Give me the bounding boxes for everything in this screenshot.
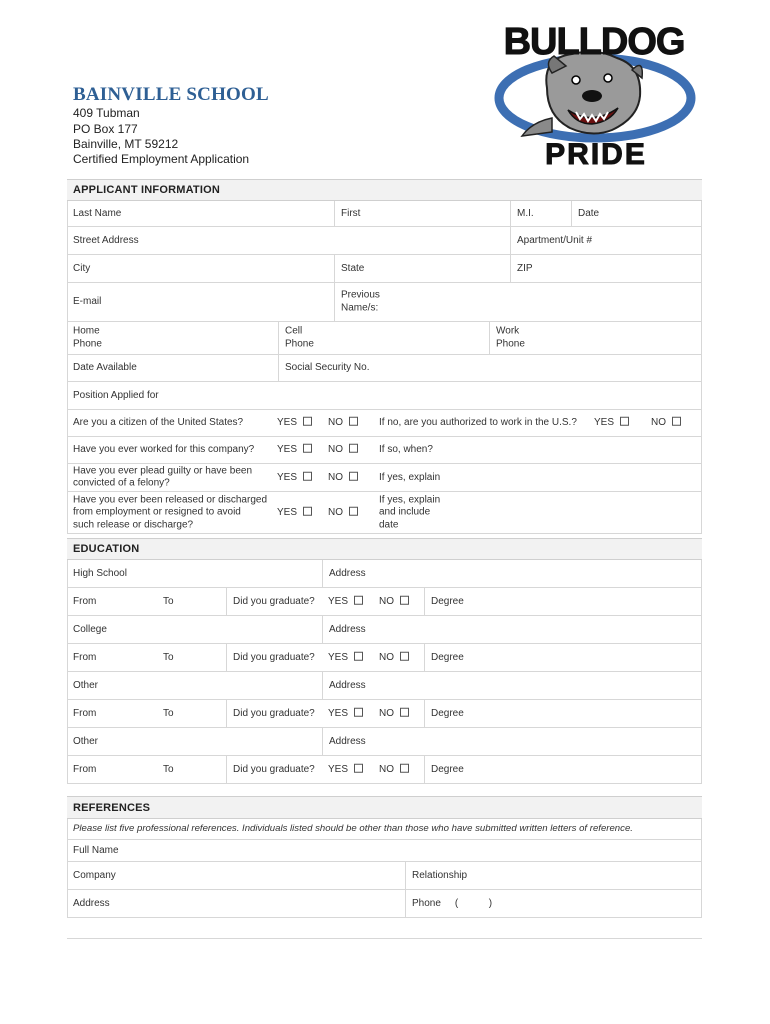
applicant-section-header (67, 179, 702, 201)
other-school-yes-option[interactable] (322, 700, 373, 727)
email-field[interactable] (67, 283, 334, 321)
college-no-option[interactable] (373, 644, 424, 671)
date-label: Date (578, 207, 600, 219)
worked-when-label: If so, when? (379, 443, 433, 455)
other-school-2-yes-label: YES (328, 763, 349, 775)
zip-field[interactable] (510, 255, 702, 282)
state-label: State (341, 262, 365, 274)
college-yes-checkbox[interactable] (354, 651, 363, 660)
other-school-no-option[interactable] (373, 700, 424, 727)
logo-bottom-text: PRIDE (545, 138, 647, 170)
high-school-row (67, 560, 702, 588)
college-no-label: NO (379, 651, 394, 663)
other-school-2-field[interactable] (67, 728, 322, 755)
other-school-row (67, 672, 702, 700)
other-school-2-no-label: NO (379, 763, 394, 775)
authorized-yes-option[interactable] (588, 410, 645, 436)
other-school-2-degree-label: Degree (431, 763, 464, 775)
authorized-no-label: NO (651, 416, 666, 428)
released-yes-checkbox[interactable] (303, 506, 312, 515)
apartment-label: Apartment/Unit # (517, 234, 593, 246)
college-yes-label: YES (328, 651, 349, 663)
other-school-2-degree-field[interactable] (424, 756, 702, 783)
authorized-question: If no, are you authorized to work in the U.S.? (379, 416, 577, 428)
position-field[interactable] (67, 382, 702, 409)
college-to-label: To (163, 651, 174, 663)
authorized-yes-label: YES (594, 416, 615, 428)
high-school-graduate-label: Did you graduate? (233, 595, 315, 607)
felony-question: Have you ever plead guilty or have been convicted of a felony? (73, 465, 253, 489)
felony-row (67, 464, 702, 492)
high-school-yes-option[interactable] (322, 588, 373, 615)
other-school-2-row (67, 728, 702, 756)
worked-no-label: NO (328, 443, 343, 455)
work-phone-field[interactable] (489, 322, 702, 354)
other-school-2-label: Other (73, 735, 99, 747)
felony-explain-label: If yes, explain (379, 471, 441, 483)
felony-no-label: NO (328, 471, 343, 483)
worked-when-field[interactable] (373, 437, 702, 463)
high-school-no-checkbox[interactable] (400, 595, 409, 604)
high-school-degree-label: Degree (431, 595, 464, 607)
reference-relationship-label: Relationship (412, 869, 468, 881)
reference-address-label: Address (73, 897, 110, 909)
footer-divider (67, 938, 702, 939)
middle-initial-field[interactable] (510, 201, 571, 226)
other-school-2-address-label: Address (329, 735, 366, 747)
felony-no-option[interactable] (322, 464, 373, 491)
reference-address-field[interactable] (67, 890, 405, 917)
city-label: City (73, 262, 91, 274)
citizen-yes-label: YES (277, 416, 298, 428)
first-name-label: First (341, 207, 361, 219)
other-school-2-address-field[interactable] (322, 728, 702, 755)
authorized-yes-checkbox[interactable] (620, 417, 629, 426)
reference-name-row (67, 840, 702, 862)
other-school-2-from-field[interactable] (67, 756, 157, 783)
city-row (67, 255, 702, 283)
other-school-from-label: From (73, 707, 97, 719)
high-school-dates-row (67, 588, 702, 616)
address-city-state-zip: Bainville, MT 59212 (73, 137, 179, 151)
logo-top-text: BULLDOG (503, 21, 685, 63)
college-to-field[interactable] (157, 644, 226, 671)
high-school-address-label: Address (329, 567, 366, 579)
high-school-field[interactable] (67, 560, 322, 587)
reference-phone-area-code: ( ) (454, 897, 493, 909)
released-no-label: NO (328, 506, 343, 518)
released-row (67, 492, 702, 534)
authorized-no-checkbox[interactable] (672, 417, 681, 426)
worked-before-question: Have you ever worked for this company? (73, 443, 255, 455)
college-from-label: From (73, 651, 97, 663)
felony-yes-option[interactable] (271, 464, 322, 491)
street-address-label: Street Address (73, 234, 139, 246)
date-available-field[interactable] (67, 355, 278, 381)
other-school-to-field[interactable] (157, 700, 226, 727)
ssn-label: Social Security No. (285, 361, 370, 373)
college-address-field[interactable] (322, 616, 702, 643)
other-school-2-to-label: To (163, 763, 174, 775)
worked-yes-label: YES (277, 443, 298, 455)
other-school-degree-field[interactable] (424, 700, 702, 727)
date-available-label: Date Available (73, 361, 137, 373)
references-instructions: Please list five professional references. Individuals listed should be other than those who have submitted written letters of reference. (73, 822, 633, 834)
references-section-header (67, 796, 702, 819)
high-school-to-field[interactable] (157, 588, 226, 615)
college-degree-field[interactable] (424, 644, 702, 671)
education-section-header (67, 538, 702, 560)
other-school-degree-label: Degree (431, 707, 464, 719)
released-explain-label: If yes, explain and include date (379, 493, 441, 530)
reference-full-name-label: Full Name (73, 844, 119, 856)
high-school-from-field[interactable] (67, 588, 157, 615)
address-street: 409 Tubman (73, 106, 140, 120)
references-section-title: REFERENCES (73, 801, 151, 814)
work-phone-label: Work Phone (496, 325, 525, 349)
citizen-row (67, 410, 702, 437)
school-name: BAINVILLE SCHOOL (73, 84, 269, 105)
felony-no-checkbox[interactable] (349, 471, 358, 480)
other-school-label: Other (73, 679, 99, 691)
felony-yes-label: YES (277, 471, 298, 483)
other-school-2-no-option[interactable] (373, 756, 424, 783)
other-school-to-label: To (163, 707, 174, 719)
worked-no-option[interactable] (322, 437, 373, 463)
other-school-dates-row (67, 700, 702, 728)
other-school-no-label: NO (379, 707, 394, 719)
home-phone-label: Home Phone (73, 325, 102, 349)
previous-names-field[interactable] (334, 283, 702, 321)
applicant-information-section (67, 179, 702, 534)
other-school-yes-checkbox[interactable] (354, 707, 363, 716)
high-school-label: High School (73, 567, 127, 579)
cell-phone-label: Cell Phone (285, 325, 314, 349)
citizen-no-option[interactable] (322, 410, 373, 436)
felony-yes-checkbox[interactable] (303, 471, 312, 480)
reference-company-row (67, 862, 702, 890)
high-school-no-option[interactable] (373, 588, 424, 615)
felony-explain-field[interactable] (373, 464, 702, 491)
released-no-checkbox[interactable] (349, 506, 358, 515)
college-graduate-label: Did you graduate? (233, 651, 315, 663)
worked-yes-checkbox[interactable] (303, 444, 312, 453)
college-dates-row (67, 644, 702, 672)
date-field[interactable] (571, 201, 702, 226)
references-instructions-row (67, 819, 702, 840)
other-school-address-field[interactable] (322, 672, 702, 699)
reference-phone-label: Phone (412, 897, 441, 909)
ssn-field[interactable] (278, 355, 702, 381)
other-school-no-checkbox[interactable] (400, 707, 409, 716)
other-school-2-to-field[interactable] (157, 756, 226, 783)
reference-relationship-field[interactable] (405, 862, 702, 889)
high-school-yes-label: YES (328, 595, 349, 607)
reference-phone-field[interactable] (405, 890, 702, 917)
high-school-from-label: From (73, 595, 97, 607)
citizen-yes-option[interactable] (271, 410, 322, 436)
other-school-2-yes-option[interactable] (322, 756, 373, 783)
college-no-checkbox[interactable] (400, 651, 409, 660)
phone-row (67, 322, 702, 355)
position-label: Position Applied for (73, 389, 159, 401)
authorized-no-option[interactable] (645, 410, 702, 436)
college-degree-label: Degree (431, 651, 464, 663)
other-school-2-dates-row (67, 756, 702, 784)
high-school-yes-checkbox[interactable] (354, 595, 363, 604)
street-address-field[interactable] (67, 227, 510, 254)
home-phone-field[interactable] (67, 322, 278, 354)
college-address-label: Address (329, 623, 366, 635)
reference-company-label: Company (73, 869, 116, 881)
other-school-2-yes-checkbox[interactable] (354, 763, 363, 772)
cell-phone-field[interactable] (278, 322, 489, 354)
college-yes-option[interactable] (322, 644, 373, 671)
applicant-section-title: APPLICANT INFORMATION (73, 184, 220, 196)
citizen-question: Are you a citizen of the United States? (73, 416, 244, 428)
high-school-to-label: To (163, 595, 174, 607)
college-from-field[interactable] (67, 644, 157, 671)
worked-no-checkbox[interactable] (349, 444, 358, 453)
released-yes-label: YES (277, 506, 298, 518)
released-question: Have you ever been released or discharged from employment or resigned to avoid such release or discharge? (73, 493, 268, 530)
other-school-yes-label: YES (328, 707, 349, 719)
education-section-title: EDUCATION (73, 543, 140, 555)
city-field[interactable] (67, 255, 334, 282)
state-field[interactable] (334, 255, 510, 282)
zip-label: ZIP (517, 262, 533, 274)
reference-address-row (67, 890, 702, 918)
street-row (67, 227, 702, 255)
worked-before-row (67, 437, 702, 464)
college-label: College (73, 623, 107, 635)
references-section (67, 796, 702, 918)
email-row (67, 283, 702, 322)
other-school-2-graduate-label: Did you graduate? (233, 763, 315, 775)
availability-row (67, 355, 702, 382)
position-row (67, 382, 702, 410)
citizen-no-checkbox[interactable] (349, 417, 358, 426)
released-yes-option[interactable] (271, 492, 322, 533)
other-school-graduate-label: Did you graduate? (233, 707, 315, 719)
apartment-field[interactable] (510, 227, 702, 254)
high-school-degree-field[interactable] (424, 588, 702, 615)
citizen-yes-checkbox[interactable] (303, 417, 312, 426)
college-row (67, 616, 702, 644)
bulldog-pride-logo (492, 18, 697, 170)
high-school-no-label: NO (379, 595, 394, 607)
other-school-2-from-label: From (73, 763, 97, 775)
last-name-field[interactable] (67, 201, 334, 226)
released-no-option[interactable] (322, 492, 373, 533)
previous-names-label: Previous Name/s: (341, 289, 380, 313)
middle-initial-label: M.I. (517, 207, 534, 219)
reference-company-field[interactable] (67, 862, 405, 889)
education-section (67, 538, 702, 784)
address-po-box: PO Box 177 (73, 122, 138, 136)
high-school-address-field[interactable] (322, 560, 702, 587)
other-school-2-no-checkbox[interactable] (400, 763, 409, 772)
other-school-address-label: Address (329, 679, 366, 691)
email-label: E-mail (73, 295, 102, 307)
college-field[interactable] (67, 616, 322, 643)
worked-yes-option[interactable] (271, 437, 322, 463)
other-school-from-field[interactable] (67, 700, 157, 727)
form-title: Certified Employment Application (73, 152, 250, 166)
reference-full-name-field[interactable] (67, 840, 702, 861)
first-name-field[interactable] (334, 201, 510, 226)
name-row (67, 201, 702, 227)
released-explain-field[interactable] (373, 492, 702, 533)
last-name-label: Last Name (73, 207, 122, 219)
other-school-field[interactable] (67, 672, 322, 699)
citizen-no-label: NO (328, 416, 343, 428)
